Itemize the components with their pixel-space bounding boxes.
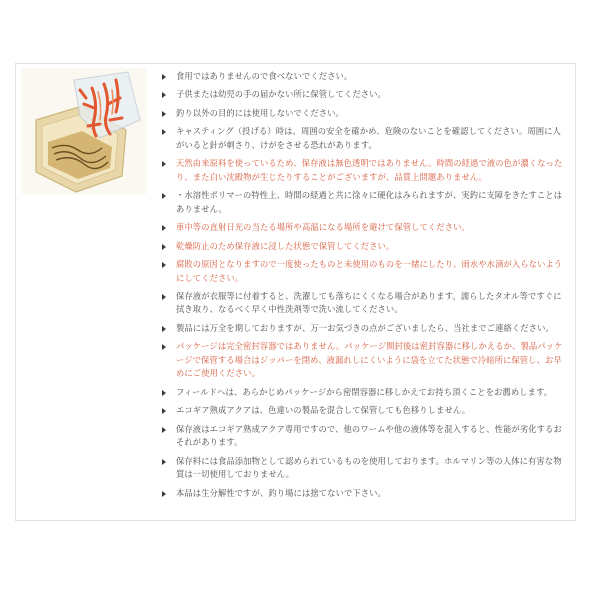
triangle-bullet-icon	[162, 294, 166, 300]
triangle-bullet-icon	[162, 244, 166, 250]
triangle-bullet-icon	[162, 129, 166, 135]
caution-item	[156, 88, 566, 102]
caution-text: エコギア熟成アクアは、色違いの製品を混合して保管しても色移りしません。	[176, 405, 471, 416]
caution-text: 車中等の直射日光の当たる場所や高温になる場所を避けて保管してください。	[176, 222, 470, 233]
triangle-bullet-icon	[162, 344, 166, 350]
triangle-bullet-icon	[162, 74, 166, 80]
caution-text: 保存料には食品添加物として認められているものを使用しております。ホルマリン等の人体に有害な物質は一切使用しておりません。	[176, 455, 562, 480]
caution-item	[156, 258, 566, 285]
triangle-bullet-icon	[162, 262, 166, 268]
caution-text: 保存液はエコギア熟成アクア専用ですので、他のワームや他の液体等を混入すると、性能が劣化するおそれがあります。	[176, 423, 562, 448]
caution-item	[156, 125, 566, 152]
triangle-bullet-icon	[162, 92, 166, 98]
caution-text: 保存液が衣服等に付着すると、洗濯しても落ちにくくなる場合があります。濡らしたタオル等ですぐに拭き取り、なるべく早く中性洗剤等で洗い流してください。	[176, 290, 562, 315]
caution-text: 腐敗の原因となりますので一度使ったものと未使用のものを一緒にしたり、雨水や水滴が入らないようにしてください。	[176, 258, 563, 283]
caution-item	[156, 189, 566, 216]
caution-text: 釣り以外の目的には使用しないでください。	[176, 107, 344, 118]
caution-item	[156, 240, 566, 254]
caution-item	[156, 487, 566, 501]
worm-container-illustration	[22, 68, 146, 194]
triangle-bullet-icon	[162, 390, 166, 396]
caution-text: 天然由来原料を使っているため、保存液は無色透明ではありません。時間の経過で液の色が濃くなったり、また白い沈殿物が生じたりすることがございますが、品質上問題ありません。	[176, 158, 563, 182]
caution-panel	[15, 63, 576, 521]
triangle-bullet-icon	[162, 491, 166, 497]
caution-item	[156, 455, 566, 482]
triangle-bullet-icon	[162, 427, 166, 433]
caution-item	[156, 70, 566, 84]
caution-text: 製品には万全を期しておりますが、万一お気づきの点がございましたら、当社までご連絡ください。	[176, 322, 554, 333]
caution-text: 食用ではありませんので食べないでください。	[176, 71, 353, 81]
caution-item	[156, 322, 566, 336]
triangle-bullet-icon	[162, 225, 166, 231]
caution-item	[156, 404, 566, 418]
triangle-bullet-icon	[162, 326, 166, 332]
caution-item	[156, 107, 566, 121]
triangle-bullet-icon	[162, 459, 166, 465]
caution-text: パッケージは完全密封容器ではありません。パッケージ開封後は密封容器に移しかえるか、製品パッケージで保管する場合はジッパーを閉め、液漏れしにくいように袋を立てた状態で冷暗所に保管し、お早めにご使用ください。	[176, 341, 563, 379]
caution-item	[156, 386, 566, 400]
caution-text: ・水溶性ポリマーの特性上、時間の経過と共に徐々に硬化はみられますが、実釣に支障をきたすことはありません。	[176, 190, 563, 214]
triangle-bullet-icon	[162, 193, 166, 199]
caution-text: 子供または幼児の手の届かない所に保管してください。	[176, 89, 386, 100]
triangle-bullet-icon	[162, 408, 166, 414]
caution-item	[156, 290, 566, 317]
caution-text: フィールドへは、あらかじめパッケージから密閉容器に移しかえてお持ち頂くことをお薦めします。	[176, 386, 553, 397]
triangle-bullet-icon	[162, 111, 166, 117]
caution-item	[156, 221, 566, 235]
triangle-bullet-icon	[162, 161, 166, 167]
caution-text: キャスティング（投げる）時は、周囲の安全を確かめ、危険のないことを確認してください。周囲に人がいると針が刺さり、けがをさせる恐れがあります。	[176, 126, 561, 150]
caution-item	[156, 340, 566, 381]
caution-item	[156, 423, 566, 450]
caution-text: 乾燥防止のため保存液に浸した状態で保管してください。	[176, 240, 395, 251]
caution-text: 本品は生分解性ですが、釣り場には捨てないで下さい。	[176, 487, 386, 498]
caution-list	[156, 70, 566, 505]
caution-item	[156, 157, 566, 184]
